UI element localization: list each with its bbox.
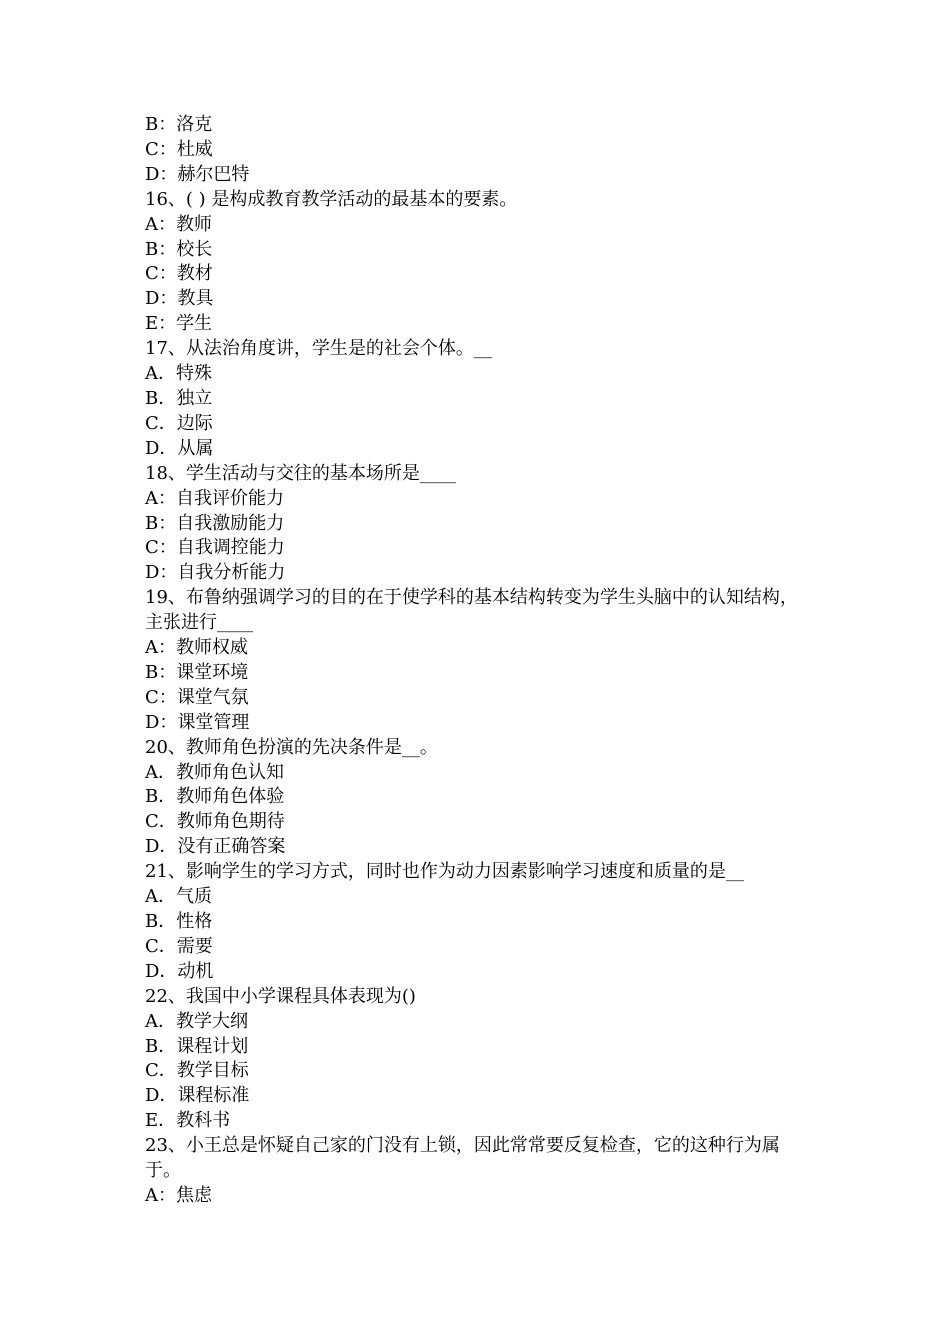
- text-line: A：教师权威: [145, 637, 248, 659]
- question-23: 23、小王总是怀疑自己家的门没有上锁，因此常常要反复检查，它的这种行为属: [145, 1135, 780, 1157]
- text-line: B：洛克: [145, 114, 213, 135]
- text-line: A．教学大纲: [145, 1010, 248, 1032]
- question-22: 22、我国中小学课程具体表现为(): [145, 985, 416, 1007]
- question-19: 19、布鲁纳强调学习的目的在于使学科的基本结构转变为学生头脑中的认知结构，: [145, 587, 798, 609]
- text-line: A．特殊: [145, 363, 212, 385]
- question-18: 18、学生活动与交往的基本场所是____: [145, 462, 456, 484]
- text-line: B．性格: [145, 911, 213, 932]
- text-line: C．教师角色期待: [145, 811, 285, 833]
- question-16: 16、( ) 是构成教育教学活动的最基本的要素。: [145, 188, 518, 210]
- text-line: B．课程计划: [145, 1035, 249, 1057]
- text-line: C：杜威: [145, 138, 213, 160]
- text-line: D．从属: [145, 437, 214, 459]
- text-line: B：自我激励能力: [145, 512, 285, 534]
- question-text-block: [145, 113, 825, 1209]
- text-line: C：课堂气氛: [145, 686, 249, 708]
- text-line: D．动机: [145, 960, 214, 982]
- text-line: A：焦虑: [145, 1184, 212, 1206]
- text-line: B：课堂环境: [145, 661, 249, 683]
- text-line: A．气质: [145, 886, 212, 908]
- text-line: E：学生: [145, 313, 213, 335]
- text-line: A．教师角色认知: [145, 761, 284, 783]
- text-line: C．边际: [145, 412, 213, 434]
- text-line: B．独立: [145, 387, 213, 409]
- text-line: E．教科书: [145, 1110, 231, 1132]
- text-line: B：校长: [145, 238, 213, 260]
- question-17: 17、从法治角度讲，学生是的社会个体。__: [145, 338, 492, 360]
- text-line: D：教具: [145, 288, 214, 310]
- text-line: D．没有正确答案: [145, 836, 286, 858]
- text-line: A：自我评价能力: [145, 487, 284, 509]
- text-line: 主张进行____: [145, 612, 253, 634]
- text-line: D：课堂管理: [145, 711, 250, 733]
- text-line: D：赫尔巴特: [145, 163, 250, 185]
- text-line: C．需要: [145, 935, 213, 957]
- text-line: A：教师: [145, 213, 212, 235]
- question-21: 21、影响学生的学习方式，同时也作为动力因素影响学习速度和质量的是__: [145, 861, 744, 883]
- text-line: B．教师角色体验: [145, 786, 285, 808]
- text-line: C．教学目标: [145, 1060, 249, 1082]
- text-line: C：自我调控能力: [145, 537, 285, 559]
- question-20: 20、教师角色扮演的先决条件是__。: [145, 736, 438, 758]
- text-line: D：自我分析能力: [145, 562, 286, 584]
- text-line: 于。: [145, 1160, 181, 1182]
- text-line: D．课程标准: [145, 1085, 250, 1107]
- text-line: C：教材: [145, 263, 213, 285]
